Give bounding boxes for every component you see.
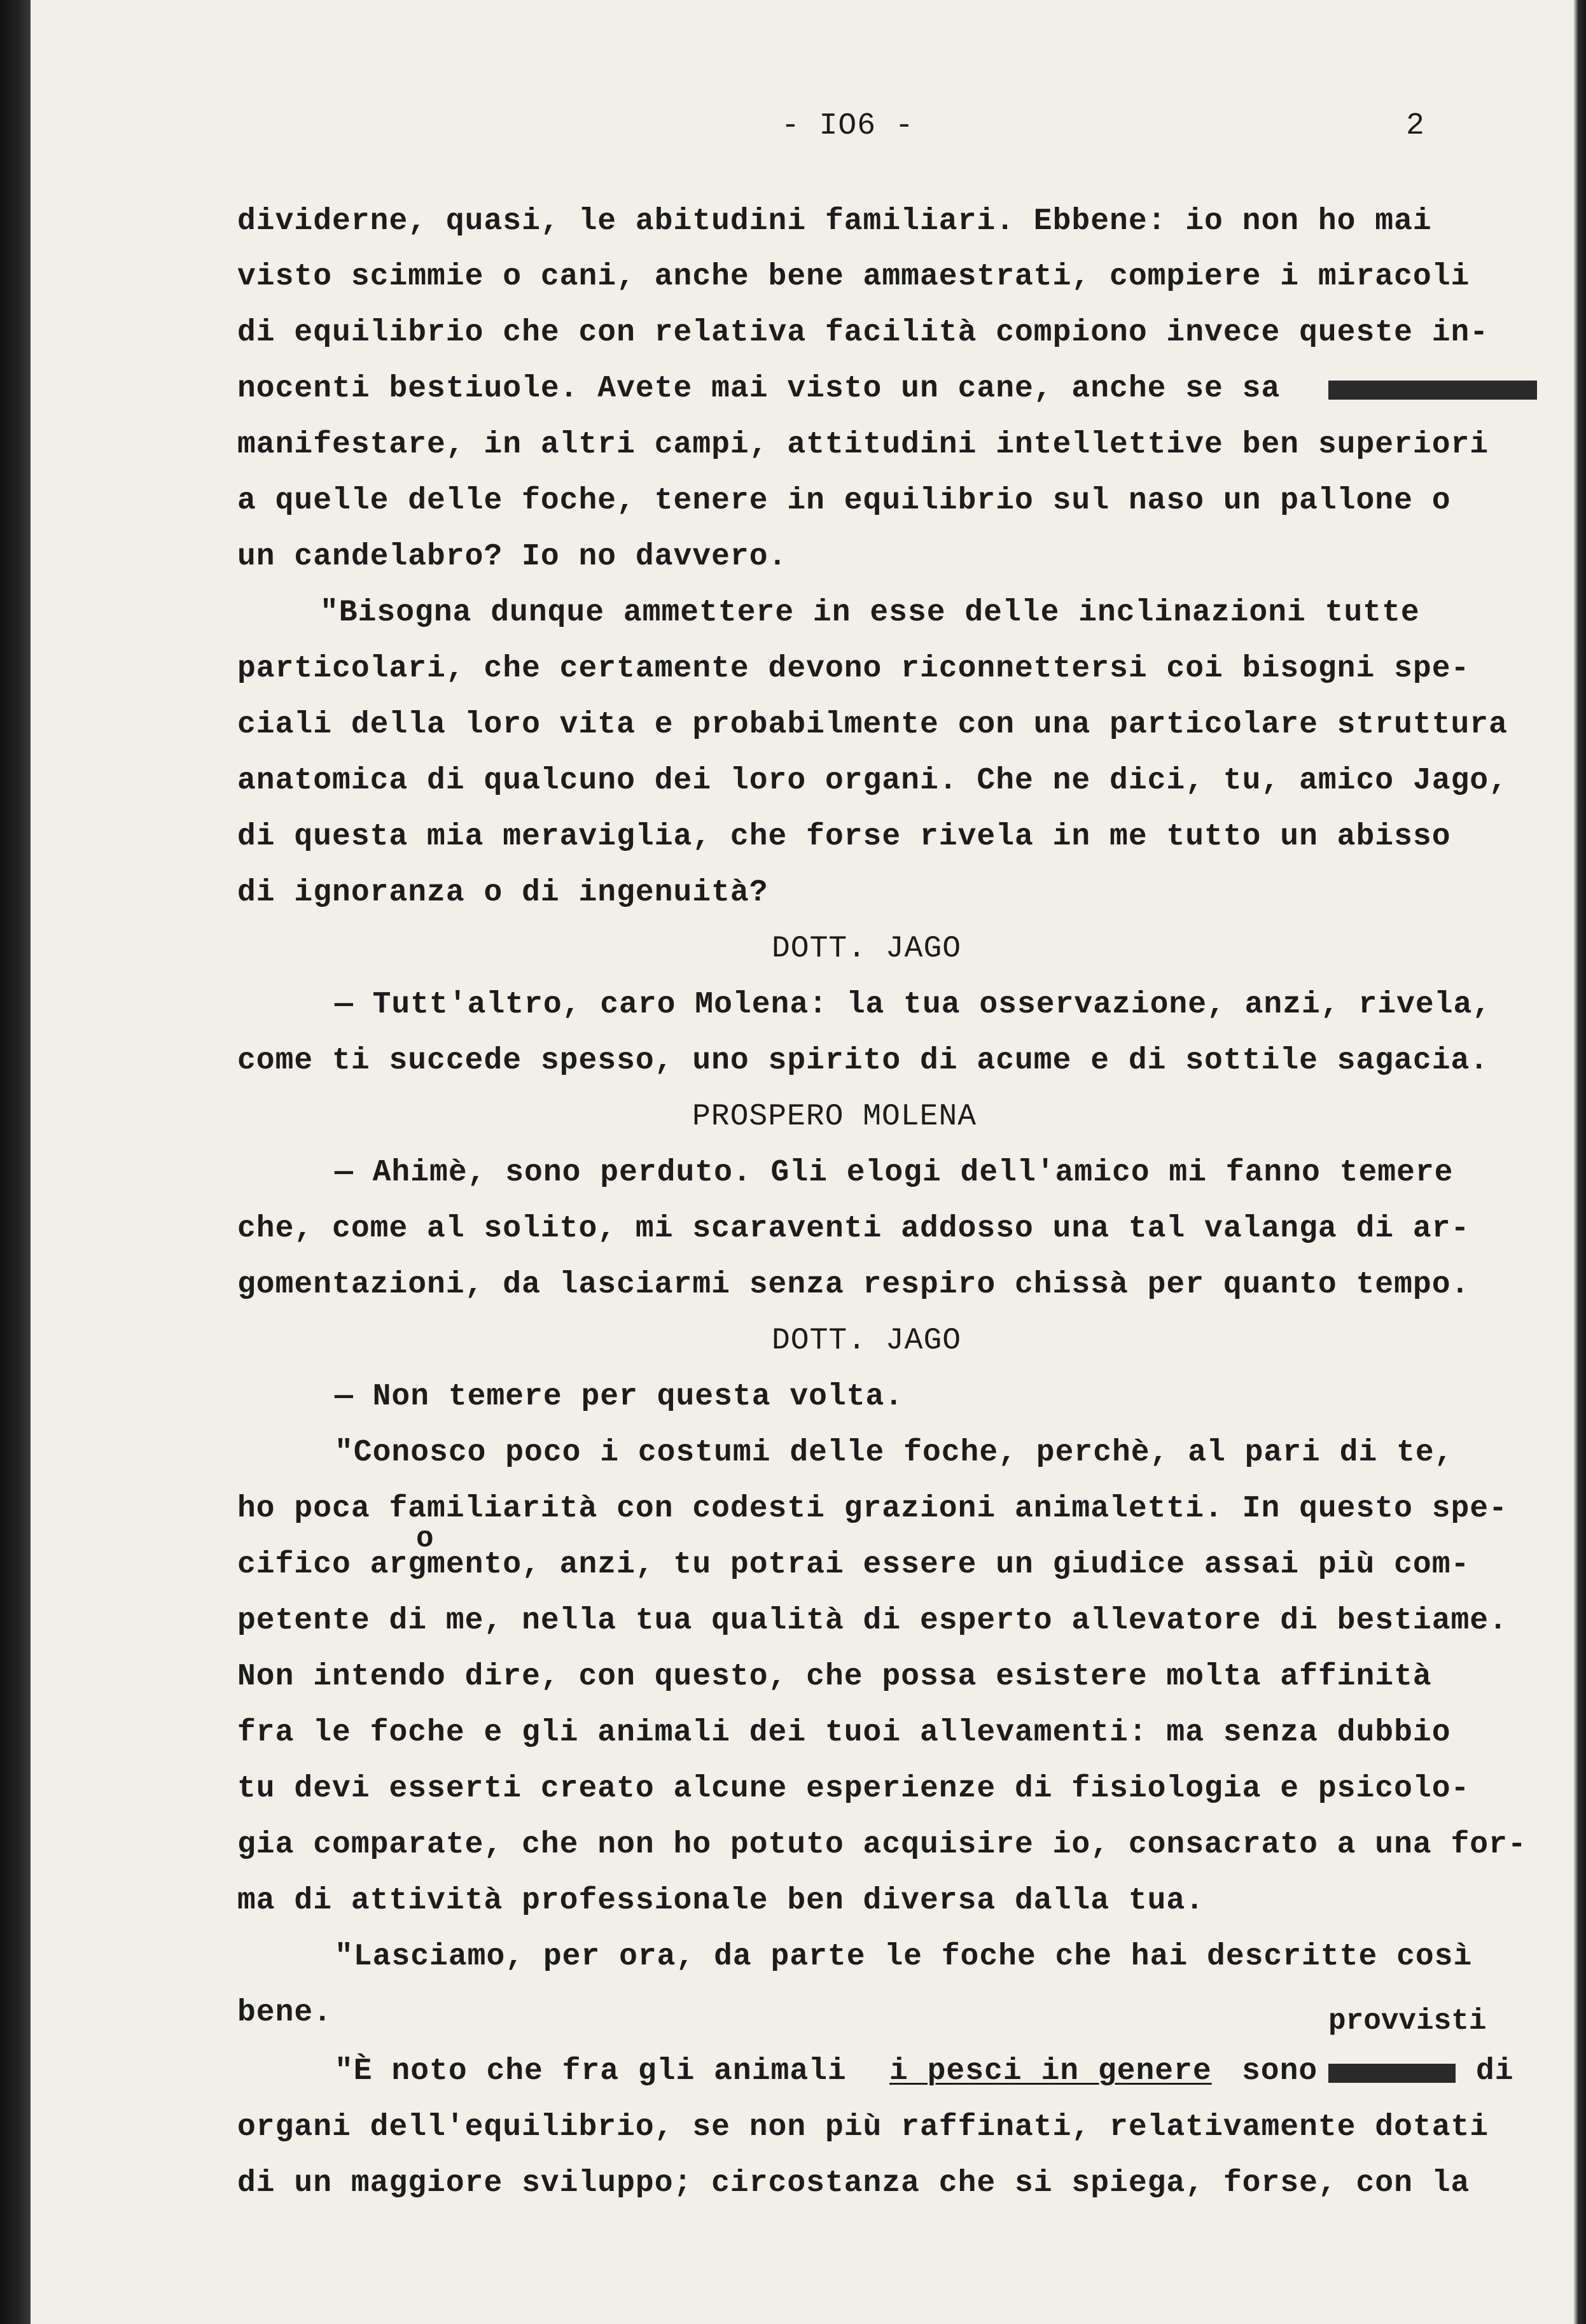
text-line: ciali della loro vita e probabilmente con una particolare struttura — [237, 708, 1508, 742]
text-line: "È noto che fra gli animali — [335, 2054, 847, 2089]
text-line: di — [1476, 2054, 1514, 2089]
sheet-number: 2 — [1406, 109, 1425, 143]
text-line: dividerne, quasi, le abitudini familiari. Ebbene: io non ho mai — [237, 204, 1432, 239]
scan-edge-left — [0, 0, 31, 2324]
text-line: sono — [1242, 2054, 1318, 2089]
speaker-heading: DOTT. JAGO — [772, 932, 962, 966]
text-line: di un maggiore sviluppo; circostanza che si spiega, forse, con la — [237, 2166, 1470, 2201]
text-line: "Bisogna dunque ammettere in esse delle inclinazioni tutte — [320, 596, 1420, 630]
text-line: manifestare, in altri campi, attitudini intellettive ben superiori — [237, 428, 1489, 462]
text-line: gia comparate, che non ho potuto acquisire io, consacrato a una for- — [237, 1828, 1527, 1862]
text-line: a quelle delle foche, tenere in equilibrio sul naso un pallone o — [237, 484, 1451, 518]
strikethrough-mark — [1328, 381, 1537, 400]
text-line: particolari, che certamente devono riconnettersi coi bisogni spe- — [237, 652, 1470, 686]
text-line: nocenti bestiuole. Avete mai visto un cane, anche se sa — [237, 372, 1281, 406]
text-line: ho poca familiarità con codesti grazioni animaletti. In questo spe- — [237, 1492, 1508, 1526]
text-line: "Conosco poco i costumi delle foche, perchè, al pari di te, — [335, 1436, 1454, 1470]
text-line: ma di attività professionale ben diversa dalla tua. — [237, 1884, 1205, 1918]
text-line: — Non temere per questa volta. — [335, 1380, 904, 1414]
text-line: cifico argmento, anzi, tu potrai essere un giudice assai più com- — [237, 1548, 1470, 1582]
text-line: bene. — [237, 1996, 333, 2030]
text-line: — Ahimè, sono perduto. Gli elogi dell'amico mi fanno temere — [335, 1156, 1454, 1190]
speaker-heading: PROSPERO MOLENA — [692, 1100, 977, 1134]
text-line: che, come al solito, mi scaraventi addosso una tal valanga di ar- — [237, 1212, 1470, 1246]
text-line: visto scimmie o cani, anche bene ammaestrati, compiere i miracoli — [237, 260, 1470, 294]
underlined-text: i pesci in genere — [889, 2054, 1212, 2089]
text-line: Non intendo dire, con questo, che possa esistere molta affinità — [237, 1660, 1432, 1694]
text-line: di questa mia meraviglia, che forse rivela in me tutto un abisso — [237, 820, 1451, 854]
text-line: "Lasciamo, per ora, da parte le foche che hai descritte così — [335, 1940, 1473, 1974]
strikethrough-mark — [1328, 2064, 1456, 2083]
typewritten-page — [31, 0, 1586, 2324]
handwritten-insertion: provvisti — [1328, 2005, 1487, 2038]
text-line: anatomica di qualcuno dei loro organi. Che ne dici, tu, amico Jago, — [237, 764, 1508, 798]
text-line: di equilibrio che con relativa facilità compiono invece queste in- — [237, 316, 1489, 350]
handwritten-insertion-o: o — [416, 1522, 434, 1555]
speaker-heading: DOTT. JAGO — [772, 1324, 962, 1358]
text-line: — Tutt'altro, caro Molena: la tua osservazione, anzi, rivela, — [335, 988, 1492, 1022]
scan-edge-right — [1573, 0, 1586, 2324]
text-line: organi dell'equilibrio, se non più raffinati, relativamente dotati — [237, 2110, 1489, 2145]
text-line: come ti succede spesso, uno spirito di acume e di sottile sagacia. — [237, 1044, 1489, 1078]
text-line: tu devi esserti creato alcune esperienze di fisiologia e psicolo- — [237, 1772, 1470, 1806]
page-number: - IO6 - — [781, 109, 914, 143]
text-line: fra le foche e gli animali dei tuoi allevamenti: ma senza dubbio — [237, 1716, 1451, 1750]
text-line: gomentazioni, da lasciarmi senza respiro chissà per quanto tempo. — [237, 1268, 1470, 1302]
text-line: petente di me, nella tua qualità di esperto allevatore di bestiame. — [237, 1604, 1508, 1638]
text-line: un candelabro? Io no davvero. — [237, 540, 788, 574]
text-line: di ignoranza o di ingenuità? — [237, 876, 769, 910]
